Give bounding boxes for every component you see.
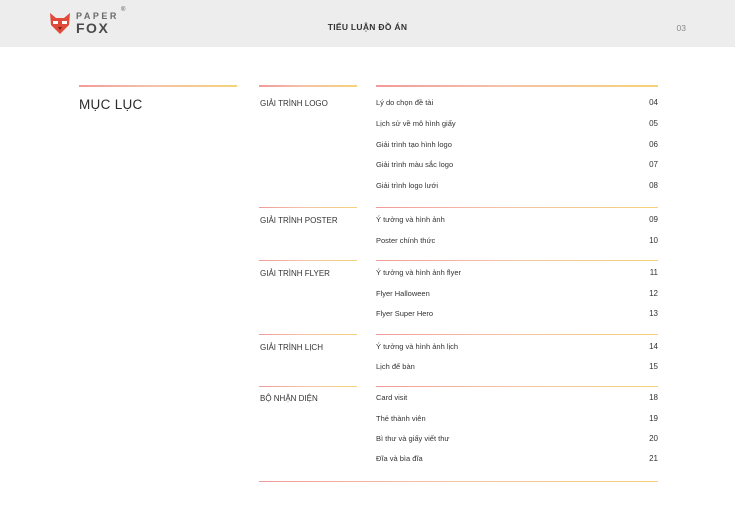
toc-entry-page: 04 xyxy=(649,98,658,107)
toc-entry[interactable] xyxy=(376,434,658,446)
toc-entry-label: Giải trình logo lưới xyxy=(376,181,439,190)
toc-entry-page: 14 xyxy=(649,342,658,351)
toc-entry[interactable] xyxy=(376,414,658,426)
toc-entry[interactable] xyxy=(376,362,658,374)
section-rule xyxy=(259,260,357,261)
toc-entry-label: Flyer Halloween xyxy=(376,289,430,298)
brand-name-top: PAPER xyxy=(76,11,119,21)
toc-end-rule xyxy=(259,481,658,482)
toc-entry-label: Giải trình tạo hình logo xyxy=(376,140,452,149)
toc-entry-label: Thẻ thành viên xyxy=(376,414,426,423)
toc-entry-page: 10 xyxy=(649,236,658,245)
page-number: 03 xyxy=(676,23,686,33)
toc-entry[interactable] xyxy=(376,119,658,131)
toc-entry-page: 08 xyxy=(649,181,658,190)
toc-entry-page: 18 xyxy=(649,393,658,402)
toc-entry-label: Lịch sử về mô hình giấy xyxy=(376,119,456,128)
section-rule xyxy=(259,386,357,387)
brand-name-bottom: FOX xyxy=(76,20,110,36)
toc-entry-page: 20 xyxy=(649,434,658,443)
section-rule xyxy=(259,85,357,87)
toc-entry-label: Bì thư và giấy viết thư xyxy=(376,434,450,443)
section-rule xyxy=(259,334,357,335)
toc-entry[interactable] xyxy=(376,181,658,193)
toc-entry[interactable] xyxy=(376,236,658,248)
toc-entry-label: Lịch để bàn xyxy=(376,362,415,371)
toc-entry[interactable] xyxy=(376,268,658,280)
toc-entry[interactable] xyxy=(376,98,658,110)
toc-entry[interactable] xyxy=(376,342,658,354)
section-title-poster: GIẢI TRÌNH POSTER xyxy=(260,216,338,225)
section-title-logo: GIẢI TRÌNH LOGO xyxy=(260,99,328,108)
toc-entry-page: 15 xyxy=(649,362,658,371)
toc-entry[interactable] xyxy=(376,140,658,152)
toc-entry[interactable] xyxy=(376,160,658,172)
section-title-identity: BỘ NHẬN DIỆN xyxy=(260,394,318,403)
toc-entry-page: 13 xyxy=(649,309,658,318)
toc-entry-page: 11 xyxy=(649,268,658,277)
toc-entry-label: Lý do chọn đề tài xyxy=(376,98,434,107)
toc-entry[interactable] xyxy=(376,309,658,321)
page-header xyxy=(0,0,735,47)
toc-entry-page: 07 xyxy=(649,160,658,169)
toc-entry-label: Card visit xyxy=(376,393,408,402)
toc-entry-page: 21 xyxy=(649,454,658,463)
toc-entry-page: 12 xyxy=(649,289,658,298)
entries-rule xyxy=(376,334,658,335)
toc-entry-page: 19 xyxy=(649,414,658,423)
toc-entry-label: Ý tưởng và hình ảnh flyer xyxy=(376,268,461,277)
toc-entry-label: Ý tưởng và hình ảnh xyxy=(376,215,445,224)
toc-entry-label: Giải trình màu sắc logo xyxy=(376,160,454,169)
toc-entry-page: 06 xyxy=(649,140,658,149)
toc-entry[interactable] xyxy=(376,215,658,227)
toc-entry-page: 05 xyxy=(649,119,658,128)
toc-entry-label: Ý tưởng và hình ảnh lịch xyxy=(376,342,459,351)
toc-entry[interactable] xyxy=(376,454,658,466)
registered-mark: ® xyxy=(121,7,126,13)
document-title: TIỂU LUẬN ĐỒ ÁN xyxy=(327,22,408,32)
entries-rule xyxy=(376,85,658,87)
toc-entry-label: Flyer Super Hero xyxy=(376,309,434,318)
toc-entry-label: Poster chính thức xyxy=(376,236,436,245)
toc-entry-page: 09 xyxy=(649,215,658,224)
entries-rule xyxy=(376,207,658,208)
entries-rule xyxy=(376,260,658,261)
section-title-calendar: GIẢI TRÌNH LỊCH xyxy=(260,343,323,352)
toc-entry-label: Đĩa và bìa đĩa xyxy=(376,454,423,463)
toc-title: MỤC LỤC xyxy=(79,97,143,112)
section-title-flyer: GIẢI TRÌNH FLYER xyxy=(260,269,330,278)
toc-entry[interactable] xyxy=(376,393,658,405)
entries-rule xyxy=(376,386,658,387)
toc-title-rule xyxy=(79,85,237,87)
section-rule xyxy=(259,207,357,208)
toc-entry[interactable] xyxy=(376,289,658,301)
